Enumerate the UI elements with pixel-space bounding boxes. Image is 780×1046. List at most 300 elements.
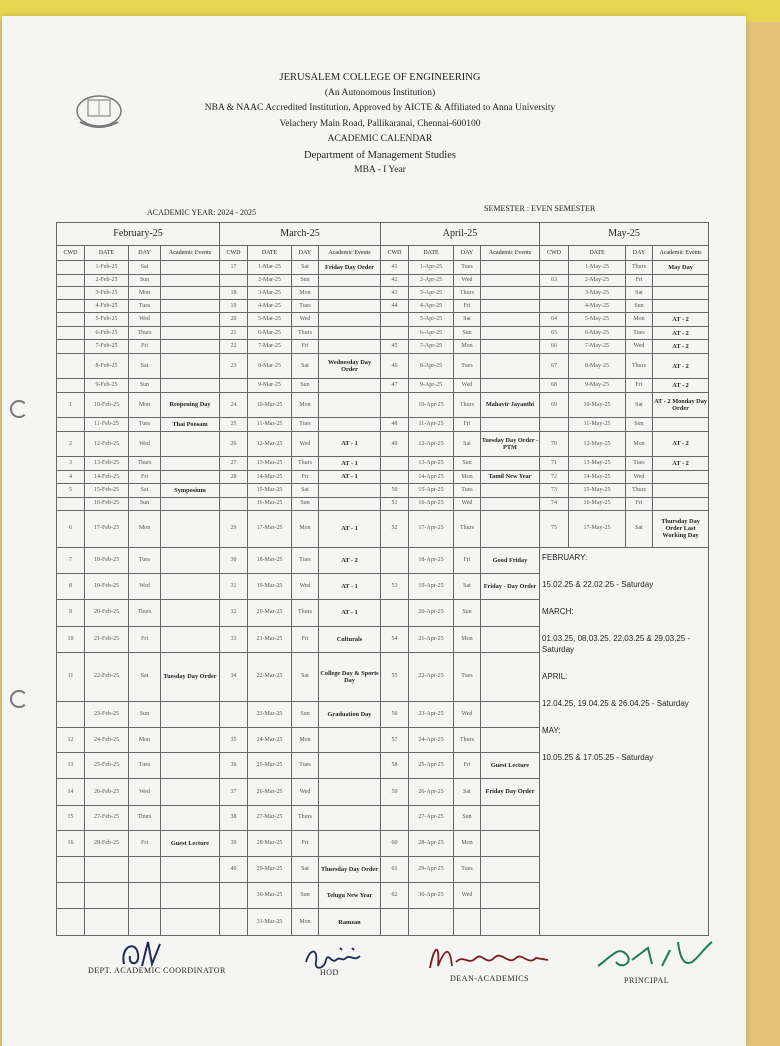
cwd-cell	[220, 379, 248, 393]
day-cell: Sat	[292, 856, 319, 882]
cwd-cell: 71	[540, 457, 569, 471]
date-cell: 15-May-25	[569, 484, 626, 498]
day-cell: Thurs	[129, 326, 161, 340]
cwd-cell: 52	[381, 510, 409, 547]
date-cell: 8-Mar-25	[248, 353, 292, 378]
date-cell: 31-Mar-25	[248, 909, 292, 936]
col-cwd: CWD	[540, 246, 569, 261]
cwd-cell: 49	[381, 431, 409, 456]
month-header-row	[57, 223, 709, 246]
event-cell: College Day & Sports Day	[319, 652, 381, 701]
cwd-cell: 32	[220, 600, 248, 626]
calendar-body	[57, 261, 709, 936]
cwd-cell: 11	[57, 652, 85, 701]
event-cell	[319, 300, 381, 313]
date-cell: 22-Feb-25	[85, 652, 129, 701]
cwd-cell	[57, 326, 85, 340]
event-cell: AT - 1	[319, 600, 381, 626]
date-cell: 18-Mar-25	[248, 547, 292, 573]
event-cell: AT - 1	[319, 510, 381, 547]
event-cell: Friday Day Order	[319, 261, 381, 275]
doc-title: ACADEMIC CALENDAR	[327, 134, 433, 144]
day-cell: Wed	[292, 313, 319, 327]
event-cell: AT - 1	[319, 431, 381, 456]
date-cell: 16-Feb-25	[85, 497, 129, 510]
date-cell: 14-Feb-25	[85, 470, 129, 484]
cwd-cell: 25	[220, 418, 248, 432]
event-cell	[161, 274, 220, 287]
date-cell: 16-May-25	[569, 497, 626, 510]
day-cell: Sun	[129, 274, 161, 287]
event-cell	[161, 379, 220, 393]
day-cell: Fri	[129, 470, 161, 484]
cwd-cell: 28	[220, 470, 248, 484]
cwd-cell	[381, 326, 409, 340]
day-cell	[129, 883, 161, 909]
cwd-cell: 1	[57, 392, 85, 417]
event-cell: AT - 1	[319, 574, 381, 600]
event-cell	[653, 484, 709, 498]
day-cell: Sun	[292, 274, 319, 287]
cwd-cell: 75	[540, 510, 569, 547]
cwd-cell: 31	[220, 574, 248, 600]
date-cell: 18-Feb-25	[85, 547, 129, 573]
autonomous-status: (An Autonomous Institution)	[324, 87, 436, 98]
day-cell: Tues	[454, 856, 481, 882]
event-cell	[319, 326, 381, 340]
date-cell: 27-Feb-25	[85, 805, 129, 830]
note-dates: 12.04.25, 19.04.25 & 26.04.25 - Saturday	[542, 698, 689, 708]
date-cell: 17-Feb-25	[85, 510, 129, 547]
cwd-cell: 20	[220, 313, 248, 327]
date-cell: 4-May-25	[569, 300, 626, 313]
event-cell	[161, 574, 220, 600]
cwd-cell: 67	[540, 353, 569, 378]
day-cell: Sun	[454, 457, 481, 471]
date-cell: 13-May-25	[569, 457, 626, 471]
event-cell	[481, 457, 540, 471]
day-cell: Tues	[292, 300, 319, 313]
event-cell	[319, 287, 381, 300]
cwd-cell: 34	[220, 652, 248, 701]
event-cell	[161, 287, 220, 300]
event-cell: Thursday Day Order	[319, 856, 381, 882]
event-cell: Tuesday Day Order - PTM	[481, 431, 540, 456]
day-cell: Tues	[454, 652, 481, 701]
cwd-cell	[57, 856, 85, 882]
date-cell: 28-Feb-25	[85, 830, 129, 856]
cwd-cell: 59	[381, 779, 409, 805]
col-cwd: CWD	[57, 246, 85, 261]
table-row	[57, 510, 709, 547]
event-cell	[481, 326, 540, 340]
cwd-cell	[381, 470, 409, 484]
day-cell: Fri	[292, 470, 319, 484]
date-cell: 2-Mar-25	[248, 274, 292, 287]
date-cell: 13-Feb-25	[85, 457, 129, 471]
cwd-cell	[381, 392, 409, 417]
note-dates: 10.05.25 & 17.05.25 - Saturday	[542, 752, 654, 762]
date-cell: 20-Feb-25	[85, 600, 129, 626]
cwd-cell: 10	[57, 626, 85, 652]
date-cell: 10-Mar-25	[248, 392, 292, 417]
table-row	[57, 379, 709, 393]
cwd-cell	[540, 287, 569, 300]
event-cell	[319, 418, 381, 432]
cwd-cell: 18	[220, 287, 248, 300]
date-cell: 6-May-25	[569, 326, 626, 340]
dean-label: DEAN-ACADEMICS	[450, 974, 529, 983]
event-cell	[319, 484, 381, 498]
program-name: MBA - I Year	[354, 165, 406, 175]
cwd-cell	[220, 484, 248, 498]
date-cell: 2-Feb-25	[85, 274, 129, 287]
date-cell: 22-Mar-25	[248, 652, 292, 701]
event-cell	[161, 340, 220, 354]
day-cell: Sun	[129, 701, 161, 727]
calendar-table	[56, 222, 709, 936]
cwd-cell	[57, 883, 85, 909]
day-cell: Thurs	[292, 600, 319, 626]
event-cell	[481, 652, 540, 701]
note-dates: 01.03.25, 08.03.25, 22.03.25 & 29.03.25 - Saturday	[542, 633, 691, 654]
cwd-cell: 13	[57, 753, 85, 779]
date-cell: 9-Apr-25	[409, 379, 454, 393]
date-cell: 13-Mar-25	[248, 457, 292, 471]
cwd-cell: 8	[57, 574, 85, 600]
cwd-cell: 64	[540, 313, 569, 327]
date-cell: 15-Mar-25	[248, 484, 292, 498]
saturday-notes	[540, 547, 709, 935]
day-cell: Wed	[454, 274, 481, 287]
date-cell: 7-May-25	[569, 340, 626, 354]
cwd-cell: 27	[220, 457, 248, 471]
day-cell: Wed	[454, 497, 481, 510]
cwd-cell: 69	[540, 392, 569, 417]
cwd-cell	[57, 287, 85, 300]
date-cell: 3-Feb-25	[85, 287, 129, 300]
month-title: March-25	[220, 223, 381, 246]
cwd-cell: 48	[381, 418, 409, 432]
day-cell: Sat	[626, 392, 653, 417]
date-cell: 30-Apr-25	[409, 883, 454, 909]
day-cell: Sat	[454, 313, 481, 327]
cwd-cell	[381, 805, 409, 830]
date-cell: 30-Mar-25	[248, 883, 292, 909]
day-cell: Thurs	[626, 261, 653, 275]
event-cell: May Day	[653, 261, 709, 275]
event-cell	[161, 626, 220, 652]
date-cell: 26-Apr-25	[409, 779, 454, 805]
day-cell: Wed	[454, 379, 481, 393]
date-cell: 3-May-25	[569, 287, 626, 300]
day-cell: Sat	[454, 431, 481, 456]
event-cell	[319, 753, 381, 779]
day-cell: Wed	[292, 431, 319, 456]
col-day: DAY	[129, 246, 161, 261]
date-cell: 21-Feb-25	[85, 626, 129, 652]
date-cell: 2-May-25	[569, 274, 626, 287]
event-cell: Graduation Day	[319, 701, 381, 727]
date-cell: 13-Apr-25	[409, 457, 454, 471]
cwd-cell: 58	[381, 753, 409, 779]
event-cell	[161, 431, 220, 456]
day-cell: Tues	[129, 300, 161, 313]
cwd-cell	[381, 600, 409, 626]
note-dates: 15.02.25 & 22.02.25 - Saturday	[542, 579, 654, 589]
date-cell: 12-Feb-25	[85, 431, 129, 456]
cwd-cell	[57, 261, 85, 275]
cwd-cell: 12	[57, 728, 85, 753]
cwd-cell: 43	[381, 287, 409, 300]
cwd-cell: 21	[220, 326, 248, 340]
event-cell: AT - 2	[653, 379, 709, 393]
col-day: DAY	[292, 246, 319, 261]
event-cell	[161, 856, 220, 882]
cwd-cell: 56	[381, 701, 409, 727]
day-cell: Wed	[454, 883, 481, 909]
date-cell: 6-Mar-25	[248, 326, 292, 340]
col-day: DAY	[626, 246, 653, 261]
event-cell: Tuesday Day Order	[161, 652, 220, 701]
date-cell: 3-Apr-25	[409, 287, 454, 300]
date-cell: 2-Apr-25	[409, 274, 454, 287]
event-cell: Ramzan	[319, 909, 381, 936]
event-cell: AT - 2 Monday Day Order	[653, 392, 709, 417]
semester-label: SEMESTER : EVEN SEMESTER	[484, 204, 596, 213]
date-cell: 10-May-25	[569, 392, 626, 417]
event-cell: Reopening Day	[161, 392, 220, 417]
day-cell: Wed	[454, 701, 481, 727]
event-cell	[481, 805, 540, 830]
date-cell: 11-Mar-25	[248, 418, 292, 432]
date-cell: 24-Mar-25	[248, 728, 292, 753]
date-cell	[85, 856, 129, 882]
day-cell: Fri	[454, 418, 481, 432]
event-cell	[481, 261, 540, 275]
event-cell	[161, 313, 220, 327]
date-cell: 6-Apr-25	[409, 326, 454, 340]
event-cell	[481, 701, 540, 727]
table-row	[57, 484, 709, 498]
event-cell	[161, 883, 220, 909]
event-cell	[653, 274, 709, 287]
cwd-cell	[57, 497, 85, 510]
date-cell: 20-Mar-25	[248, 600, 292, 626]
date-cell: 5-Mar-25	[248, 313, 292, 327]
cwd-cell: 5	[57, 484, 85, 498]
event-cell	[161, 300, 220, 313]
date-cell: 17-Mar-25	[248, 510, 292, 547]
cwd-cell: 9	[57, 600, 85, 626]
event-cell	[653, 470, 709, 484]
event-cell: Friday Day Order	[481, 779, 540, 805]
cwd-cell: 61	[381, 856, 409, 882]
event-cell: AT - 2	[653, 431, 709, 456]
coordinator-label: DEPT. ACADEMIC COORDINATOR	[88, 966, 226, 975]
accreditation-line: NBA & NAAC Accredited Institution, Approved by AICTE & Affiliated to Anna University	[204, 103, 556, 113]
event-cell	[161, 753, 220, 779]
cwd-cell	[57, 340, 85, 354]
date-cell: 19-Apr-25	[409, 574, 454, 600]
day-cell: Tues	[292, 418, 319, 432]
table-row	[57, 261, 709, 275]
date-cell: 25-Apr-25	[409, 753, 454, 779]
col-date: DATE	[409, 246, 454, 261]
note-month-label: MARCH:	[542, 606, 574, 616]
event-cell	[481, 626, 540, 652]
dean-signature	[424, 936, 554, 976]
date-cell: 7-Apr-25	[409, 340, 454, 354]
cwd-cell	[540, 300, 569, 313]
event-cell	[319, 830, 381, 856]
event-cell: AT - 1	[319, 470, 381, 484]
cwd-cell: 24	[220, 392, 248, 417]
date-cell: 9-May-25	[569, 379, 626, 393]
event-cell	[481, 830, 540, 856]
day-cell: Fri	[129, 830, 161, 856]
date-cell: 8-Apr-25	[409, 353, 454, 378]
date-cell: 10-Apr-25	[409, 392, 454, 417]
cwd-cell	[57, 300, 85, 313]
event-cell	[161, 353, 220, 378]
hod-label: HOD	[320, 968, 339, 977]
col-events: Academic Events	[319, 246, 381, 261]
cwd-cell: 35	[220, 728, 248, 753]
cwd-cell	[57, 701, 85, 727]
day-cell: Mon	[292, 909, 319, 936]
day-cell: Sat	[129, 353, 161, 378]
date-cell: 1-Apr-25	[409, 261, 454, 275]
note-month-label: APRIL:	[542, 671, 568, 681]
day-cell: Sun	[454, 600, 481, 626]
day-cell: Mon	[292, 287, 319, 300]
table-row	[57, 353, 709, 378]
cwd-cell: 23	[220, 353, 248, 378]
date-cell: 17-Apr-25	[409, 510, 454, 547]
day-cell: Sat	[129, 484, 161, 498]
day-cell: Sun	[454, 805, 481, 830]
event-cell	[319, 497, 381, 510]
day-cell: Fri	[454, 300, 481, 313]
cwd-cell: 4	[57, 470, 85, 484]
col-cwd: CWD	[220, 246, 248, 261]
table-row	[57, 287, 709, 300]
day-cell: Sat	[626, 287, 653, 300]
cwd-cell: 72	[540, 470, 569, 484]
day-cell: Mon	[129, 392, 161, 417]
event-cell	[319, 805, 381, 830]
day-cell: Sun	[292, 883, 319, 909]
day-cell: Sun	[292, 497, 319, 510]
cwd-cell: 3	[57, 457, 85, 471]
cwd-cell: 73	[540, 484, 569, 498]
event-cell	[319, 392, 381, 417]
day-cell: Sat	[292, 484, 319, 498]
date-cell: 11-Feb-25	[85, 418, 129, 432]
date-cell: 4-Apr-25	[409, 300, 454, 313]
date-cell: 1-May-25	[569, 261, 626, 275]
cwd-cell	[540, 418, 569, 432]
day-cell: Thurs	[129, 600, 161, 626]
event-cell: Telugu New Year	[319, 883, 381, 909]
cwd-cell: 46	[381, 353, 409, 378]
day-cell: Wed	[292, 574, 319, 600]
day-cell: Sat	[626, 510, 653, 547]
date-cell: 22-Apr-25	[409, 652, 454, 701]
day-cell: Thurs	[626, 353, 653, 378]
date-cell: 19-Mar-25	[248, 574, 292, 600]
cwd-cell: 57	[381, 728, 409, 753]
day-cell: Tues	[129, 753, 161, 779]
event-cell	[653, 300, 709, 313]
cwd-cell: 19	[220, 300, 248, 313]
event-cell	[481, 353, 540, 378]
event-cell	[481, 340, 540, 354]
event-cell	[319, 340, 381, 354]
event-cell: Tamil New Year	[481, 470, 540, 484]
col-cwd: CWD	[381, 246, 409, 261]
cwd-cell: 45	[381, 340, 409, 354]
day-cell: Sun	[292, 701, 319, 727]
event-cell	[481, 418, 540, 432]
cwd-cell: 53	[381, 574, 409, 600]
date-cell: 24-Apr-25	[409, 728, 454, 753]
day-cell: Thurs	[292, 805, 319, 830]
cwd-cell: 14	[57, 779, 85, 805]
day-cell: Wed	[129, 779, 161, 805]
date-cell: 11-May-25	[569, 418, 626, 432]
event-cell: Culturals	[319, 626, 381, 652]
date-cell: 27-Mar-25	[248, 805, 292, 830]
cwd-cell: 66	[540, 340, 569, 354]
day-cell: Sun	[454, 326, 481, 340]
date-cell: 5-May-25	[569, 313, 626, 327]
day-cell: Sat	[454, 779, 481, 805]
table-row	[57, 418, 709, 432]
cwd-cell: 38	[220, 805, 248, 830]
cwd-cell: 62	[381, 883, 409, 909]
day-cell: Wed	[129, 574, 161, 600]
col-date: DATE	[85, 246, 129, 261]
academic-year: ACADEMIC YEAR: 2024 - 2025	[147, 208, 257, 217]
day-cell: Sun	[626, 300, 653, 313]
cwd-cell: 7	[57, 547, 85, 573]
event-cell: AT - 2	[653, 340, 709, 354]
day-cell: Thurs	[129, 457, 161, 471]
day-cell: Sat	[292, 261, 319, 275]
cwd-cell: 40	[220, 856, 248, 882]
cwd-cell	[220, 883, 248, 909]
day-cell: Tues	[626, 326, 653, 340]
day-cell: Thurs	[292, 326, 319, 340]
date-cell: 21-Apr-25	[409, 626, 454, 652]
cwd-cell	[381, 547, 409, 573]
day-cell: Thurs	[454, 287, 481, 300]
date-cell: 16-Apr-25	[409, 497, 454, 510]
cwd-cell: 51	[381, 497, 409, 510]
day-cell: Tues	[292, 547, 319, 573]
date-cell: 4-Feb-25	[85, 300, 129, 313]
event-cell	[161, 805, 220, 830]
date-cell: 1-Feb-25	[85, 261, 129, 275]
date-cell: 23-Feb-25	[85, 701, 129, 727]
day-cell	[129, 856, 161, 882]
day-cell: Fri	[454, 753, 481, 779]
day-cell: Mon	[454, 470, 481, 484]
document-header	[0, 70, 760, 179]
day-cell: Mon	[129, 728, 161, 753]
